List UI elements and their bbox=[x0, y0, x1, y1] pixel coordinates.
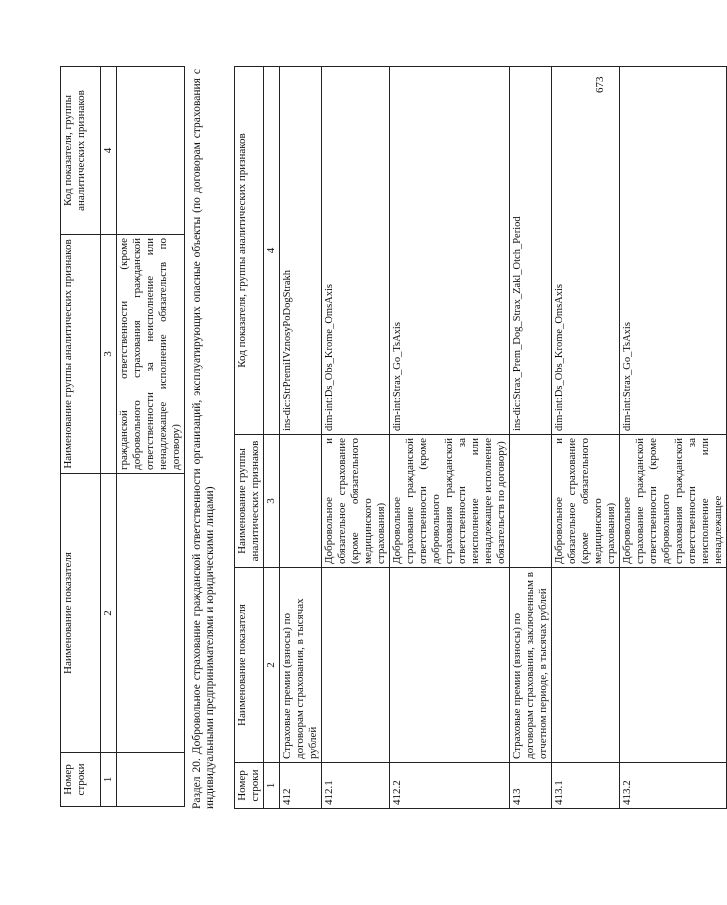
table-row bbox=[390, 67, 510, 809]
row-number: 413.1 bbox=[552, 763, 620, 809]
group-name bbox=[280, 435, 322, 568]
table-row bbox=[620, 67, 727, 809]
table-row bbox=[510, 67, 552, 809]
section-caption: Раздел 20. Добровольное страхование гражданской ответственности организаций, эксплуатирующих опасные объекты (по договорам страхования с индивидуальными предпринимателями и юридическими лицами) bbox=[191, 69, 216, 809]
column-numbers-row bbox=[264, 67, 280, 809]
row-number: 413.2 bbox=[620, 763, 727, 809]
indicator-name: Страховые премии (взносы) по договорам страхования, в тысячах рублей bbox=[280, 568, 322, 763]
column-numbers-row bbox=[101, 67, 117, 807]
column-number: 1 bbox=[264, 763, 280, 809]
header-code: Код показателя, группы аналитических признаков bbox=[61, 67, 101, 235]
group-name: Добровольное и обязательное страхование (кроме обязательного медицинского страхования) bbox=[322, 435, 390, 568]
indicator-code: dim-int:Ds_Obs_Krome_OmsAxis bbox=[552, 67, 620, 435]
column-number: 2 bbox=[101, 474, 117, 753]
column-number: 3 bbox=[101, 235, 117, 474]
page-number: 673 bbox=[594, 76, 606, 93]
indicator-name bbox=[620, 568, 727, 763]
indicator-code: dim-int:Strax_Go_TsAxis bbox=[620, 67, 727, 435]
row-number: 412.1 bbox=[322, 763, 390, 809]
group-name: Добровольное и обязательное страхование (кроме обязательного медицинского страхования) bbox=[552, 435, 620, 568]
top-table bbox=[60, 66, 185, 807]
group-name: Добровольное страхование гражданской ответственности (кроме добровольного страхования гражданской ответственности за неисполнение или ненадлежащее исполнение обязательств по договору) bbox=[390, 435, 510, 568]
column-number: 2 bbox=[264, 568, 280, 763]
indicator-code: dim-int:Strax_Go_TsAxis bbox=[390, 67, 510, 435]
row-number bbox=[117, 753, 185, 807]
column-number: 3 bbox=[264, 435, 280, 568]
header-group-name: Наименование группы аналитических признаков bbox=[61, 235, 101, 474]
table-header-row bbox=[235, 67, 264, 809]
row-number: 412.2 bbox=[390, 763, 510, 809]
table-header-row bbox=[61, 67, 101, 807]
header-row-number: Номер строки bbox=[235, 763, 264, 809]
table-row bbox=[280, 67, 322, 809]
row-number: 412 bbox=[280, 763, 322, 809]
row-number: 413 bbox=[510, 763, 552, 809]
column-number: 4 bbox=[101, 67, 117, 235]
indicator-name bbox=[552, 568, 620, 763]
column-number: 1 bbox=[101, 753, 117, 807]
table-row bbox=[117, 67, 185, 807]
group-name bbox=[510, 435, 552, 568]
header-code: Код показателя, группы аналитических признаков bbox=[235, 67, 264, 435]
group-name: Добровольное страхование гражданской ответственности (кроме добровольного страхования гражданской ответственности за неисполнение или ненадлежащее bbox=[620, 435, 727, 568]
indicator-code: dim-int:Ds_Obs_Krome_OmsAxis bbox=[322, 67, 390, 435]
indicator-code bbox=[117, 67, 185, 235]
indicator-code: ins-dic:StrPremiIVznosyPoDogStrakh bbox=[280, 67, 322, 435]
table-row bbox=[552, 67, 620, 809]
indicator-name bbox=[390, 568, 510, 763]
header-indicator-name: Наименование показателя bbox=[61, 474, 101, 753]
indicator-name: Страховые премии (взносы) по договорам страхования, заключенным в отчетном периоде, в тысячах рублей bbox=[510, 568, 552, 763]
indicator-name bbox=[322, 568, 390, 763]
section-20-table bbox=[234, 66, 727, 809]
table-row bbox=[322, 67, 390, 809]
group-name: гражданской ответственности (кроме добровольного страхования гражданской ответственности за неисполнение или ненадлежащее исполнение обязательств по договору) bbox=[117, 235, 185, 474]
indicator-name bbox=[117, 474, 185, 753]
header-group-name: Наименование группы аналитических признаков bbox=[235, 435, 264, 568]
column-number: 4 bbox=[264, 67, 280, 435]
header-indicator-name: Наименование показателя bbox=[235, 568, 264, 763]
header-row-number: Номер строки bbox=[61, 753, 101, 807]
indicator-code: ins-dic:Strax_Prem_Dog_Strax_Zakl_Otch_Period bbox=[510, 67, 552, 435]
